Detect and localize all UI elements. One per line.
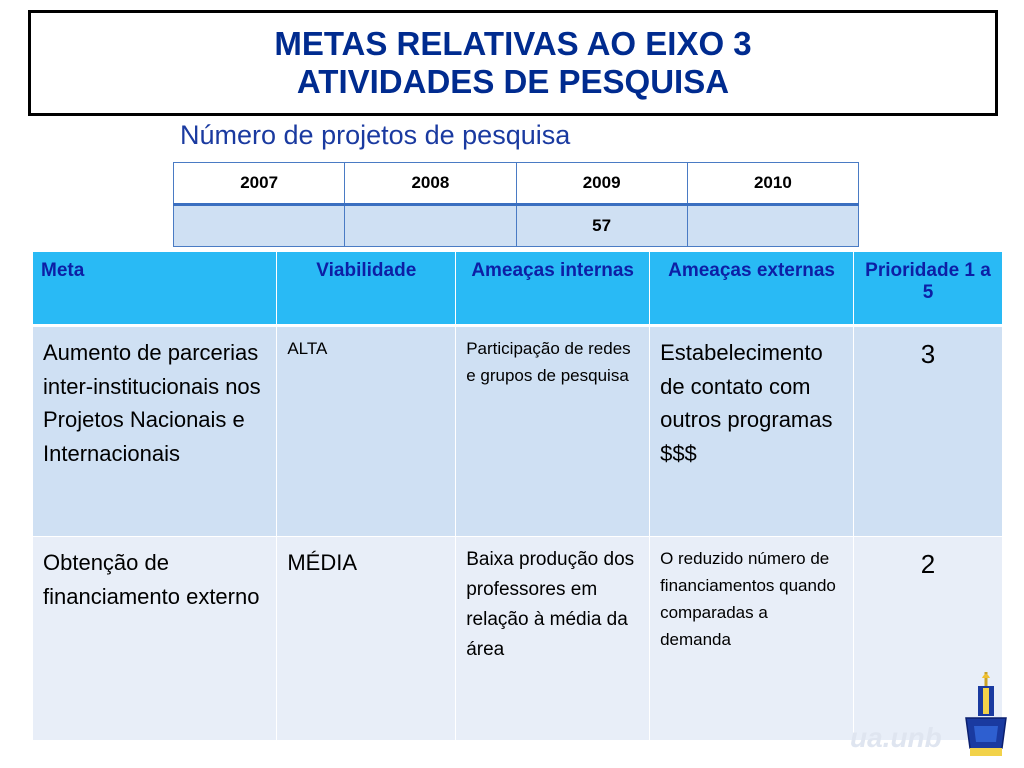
metas-header-row <box>33 252 1003 326</box>
cell-meta: Aumento de parcerias inter-institucionais nos Projetos Nacionais e Internacionais <box>33 326 277 537</box>
cell-prioridade: 3 <box>854 326 1003 537</box>
cell-ameacas-internas: Participação de redes e grupos de pesquisa <box>456 326 650 537</box>
cell-ameacas-externas: O reduzido número de financiamentos quando comparadas a demanda <box>650 537 854 741</box>
cell-viabilidade: ALTA <box>277 326 456 537</box>
header-meta: Meta <box>33 252 277 326</box>
university-crest-icon <box>956 668 1016 764</box>
title-box <box>28 10 998 116</box>
cell-viabilidade: MÉDIA <box>277 537 456 741</box>
year-header: 2008 <box>345 163 516 205</box>
years-value-row <box>174 205 859 247</box>
year-header: 2010 <box>687 163 858 205</box>
header-ameacas-internas: Ameaças internas <box>456 252 650 326</box>
year-header: 2009 <box>516 163 687 205</box>
cell-ameacas-internas: Baixa produção dos professores em relação à média da área <box>456 537 650 741</box>
header-prioridade: Prioridade 1 a 5 <box>854 252 1003 326</box>
years-table <box>173 162 859 247</box>
cell-meta: Obtenção de financiamento externo <box>33 537 277 741</box>
title-line-2: ATIVIDADES DE PESQUISA <box>296 63 730 100</box>
year-value: 57 <box>516 205 687 247</box>
header-ameacas-externas: Ameaças externas <box>650 252 854 326</box>
header-viabilidade: Viabilidade <box>277 252 456 326</box>
title-line-1: METAS RELATIVAS AO EIXO 3 <box>274 25 752 62</box>
watermark: ua.unb <box>850 722 942 753</box>
table-row <box>33 326 1003 537</box>
years-header-row <box>174 163 859 205</box>
subtitle: Número de projetos de pesquisa <box>180 120 571 150</box>
cell-ameacas-externas: Estabelecimento de contato com outros programas $$$ <box>650 326 854 537</box>
cell-prioridade: 2 <box>854 537 1003 741</box>
table-row <box>33 537 1003 741</box>
year-value <box>174 205 345 247</box>
year-value <box>687 205 858 247</box>
year-value <box>345 205 516 247</box>
year-header: 2007 <box>174 163 345 205</box>
metas-table <box>33 252 1003 740</box>
